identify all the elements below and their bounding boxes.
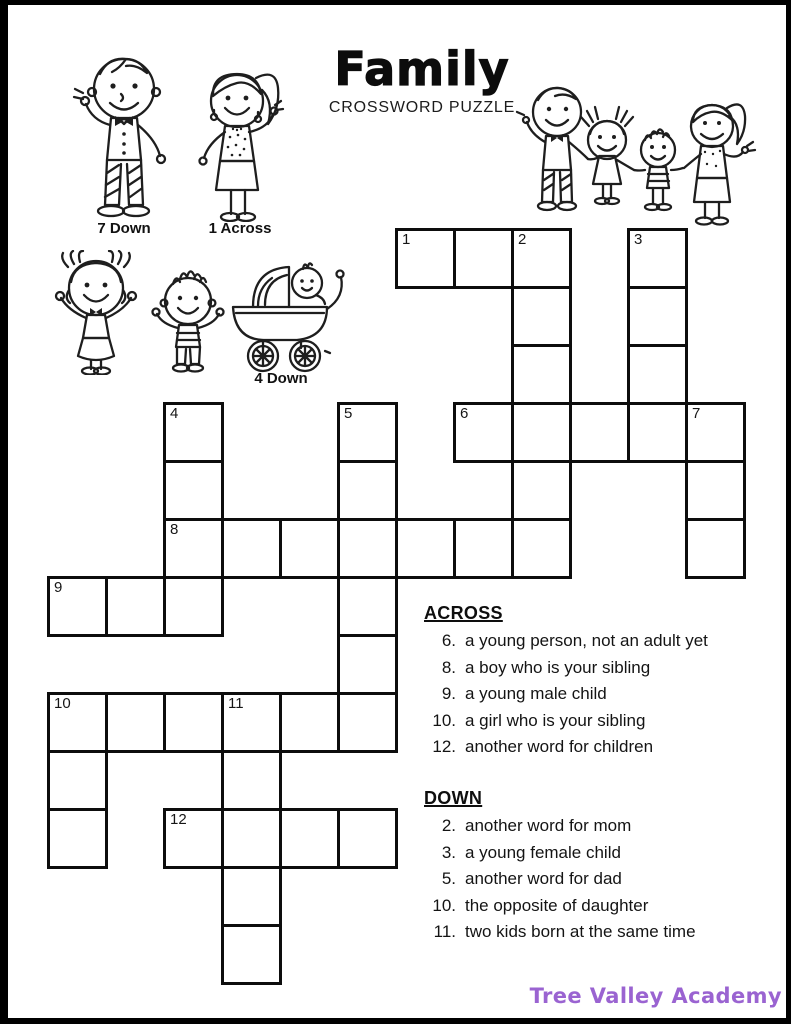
page-subtitle: CROSSWORD PUZZLE <box>328 99 516 116</box>
branding-text: Tree Valley Academy <box>529 984 782 1008</box>
across-heading: ACROSS <box>424 603 503 623</box>
grid-cell <box>627 286 688 347</box>
grid-cell <box>337 692 398 753</box>
grid-cell <box>395 228 456 289</box>
grid-cell-number: 2 <box>518 231 527 248</box>
grid-cell <box>221 924 282 985</box>
across-clues-section <box>424 603 769 761</box>
grid-cell <box>47 750 108 811</box>
grid-cell <box>627 402 688 463</box>
page-title: Family <box>334 42 510 96</box>
clue-text: a young person, not an adult yet <box>465 631 708 651</box>
clue-number: 2. <box>441 816 456 836</box>
grid-cell <box>453 518 514 579</box>
clue-row <box>424 919 769 946</box>
down-clues-section <box>424 788 769 946</box>
girl-illustration <box>48 250 148 375</box>
grid-cell-number: 6 <box>460 405 469 422</box>
grid-cell-number: 9 <box>54 579 63 596</box>
grid-cell <box>221 866 282 927</box>
grid-cell <box>163 460 224 521</box>
grid-cell-number: 7 <box>692 405 701 422</box>
grid-cell <box>163 692 224 753</box>
dad-illustration <box>72 52 176 222</box>
clue-row <box>424 813 769 840</box>
grid-cell <box>47 576 108 637</box>
boy-illustration <box>150 268 228 376</box>
down-clue-list <box>424 813 769 946</box>
grid-cell <box>105 576 166 637</box>
clue-row <box>424 708 769 735</box>
grid-cell <box>221 518 282 579</box>
grid-cell <box>685 460 746 521</box>
grid-cell <box>511 344 572 405</box>
grid-cell <box>511 286 572 347</box>
grid-cell <box>395 518 456 579</box>
clue-row <box>424 866 769 893</box>
grid-cell <box>685 402 746 463</box>
clue-row <box>424 681 769 708</box>
grid-cell <box>453 228 514 289</box>
mom-clue-label: 1 Across <box>208 220 272 237</box>
grid-cell <box>685 518 746 579</box>
family-illustration <box>515 82 770 227</box>
grid-cell <box>511 518 572 579</box>
clue-text: a young female child <box>465 842 621 862</box>
grid-cell <box>511 402 572 463</box>
clue-text: a girl who is your sibling <box>465 710 646 730</box>
grid-cell <box>511 460 572 521</box>
clue-number: 5. <box>441 869 456 889</box>
clue-number: 11. <box>433 922 456 942</box>
grid-cell-number: 4 <box>170 405 179 422</box>
grid-cell <box>337 808 398 869</box>
grid-cell <box>279 692 340 753</box>
clue-text: another word for children <box>465 737 654 757</box>
grid-cell-number: 11 <box>228 695 244 712</box>
clue-number: 10. <box>432 895 456 915</box>
clue-number: 6. <box>441 631 456 651</box>
grid-cell <box>337 576 398 637</box>
clue-number: 12. <box>432 737 456 757</box>
clue-row <box>424 893 769 920</box>
grid-cell <box>569 402 630 463</box>
clue-row <box>424 734 769 761</box>
clue-text: another word for mom <box>465 816 632 836</box>
clue-text: another word for dad <box>465 869 622 889</box>
grid-cell-number: 12 <box>170 811 187 828</box>
grid-cell <box>105 692 166 753</box>
grid-cell <box>279 808 340 869</box>
grid-cell <box>221 750 282 811</box>
baby-stroller-illustration <box>225 255 350 375</box>
grid-cell-number: 10 <box>54 695 71 712</box>
grid-cell <box>453 402 514 463</box>
grid-cell-number: 8 <box>170 521 179 538</box>
grid-cell-number: 5 <box>344 405 353 422</box>
grid-cell <box>279 518 340 579</box>
grid-cell <box>47 808 108 869</box>
across-clue-list <box>424 628 769 761</box>
grid-cell <box>627 344 688 405</box>
grid-cell <box>337 518 398 579</box>
stroller-clue-label: 4 Down <box>254 370 308 387</box>
clue-text: the opposite of daughter <box>465 895 649 915</box>
grid-cell <box>163 402 224 463</box>
grid-cell <box>511 228 572 289</box>
clue-row <box>424 840 769 867</box>
grid-cell <box>163 576 224 637</box>
grid-cell <box>221 692 282 753</box>
clue-number: 10. <box>432 710 456 730</box>
clue-number: 9. <box>441 684 456 704</box>
clue-text: a young male child <box>465 684 607 704</box>
clue-text: two kids born at the same time <box>465 922 696 942</box>
grid-cell <box>337 634 398 695</box>
grid-cell-number: 1 <box>402 231 411 248</box>
clue-number: 8. <box>441 657 456 677</box>
clue-row <box>424 655 769 682</box>
grid-cell <box>337 402 398 463</box>
grid-cell-number: 3 <box>634 231 643 248</box>
mom-illustration <box>192 66 288 222</box>
dad-clue-label: 7 Down <box>97 220 151 237</box>
clue-row <box>424 628 769 655</box>
grid-cell <box>163 808 224 869</box>
grid-cell <box>221 808 282 869</box>
grid-cell <box>163 518 224 579</box>
down-heading: DOWN <box>424 788 483 808</box>
clue-number: 3. <box>441 842 456 862</box>
clue-text: a boy who is your sibling <box>465 657 651 677</box>
grid-cell <box>47 692 108 753</box>
grid-cell <box>627 228 688 289</box>
grid-cell <box>337 460 398 521</box>
